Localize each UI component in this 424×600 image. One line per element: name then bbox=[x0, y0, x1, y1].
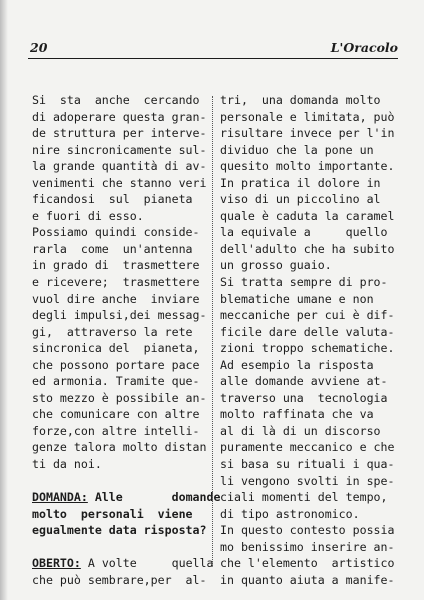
question-speaker: DOMANDA: bbox=[32, 490, 88, 505]
text-line: forze,con altre intelli- bbox=[32, 423, 200, 438]
magazine-title: L'Oracolo bbox=[330, 40, 398, 55]
left-column-text bbox=[32, 92, 208, 473]
text-line: la equivale a quello bbox=[220, 225, 388, 240]
text-line: ti da noi. bbox=[32, 457, 102, 472]
question-line-2: molto personali viene bbox=[32, 506, 193, 521]
text-line: ed armonia. Tramite que- bbox=[32, 374, 200, 389]
text-line: ficandosi sul pianeta bbox=[32, 192, 193, 207]
right-column-text bbox=[220, 92, 396, 588]
text-line: in quanto aiuta a manife- bbox=[220, 572, 395, 587]
text-line: quesito molto importante. bbox=[220, 159, 395, 174]
text-line: genze talora molto distan bbox=[32, 440, 207, 455]
text-line: ficile dare delle valuta- bbox=[220, 324, 395, 339]
question-line-3: egualmente data risposta? bbox=[32, 523, 207, 538]
question-line-1 bbox=[32, 489, 221, 506]
text-line: gi, attraverso la rete bbox=[32, 324, 193, 339]
page-header bbox=[28, 38, 398, 59]
text-line: rarla come un'antenna bbox=[32, 241, 193, 256]
text-line: blematiche umane e non bbox=[220, 291, 374, 306]
text-line: in grado di trasmettere bbox=[32, 258, 200, 273]
text-line: venimenti che stanno veri bbox=[32, 175, 207, 190]
text-line: meccaniche per cui è dif- bbox=[220, 308, 395, 323]
answer-line-2: che può sembrare,per al- bbox=[32, 572, 207, 587]
text-line: de struttura per interve- bbox=[32, 126, 207, 141]
text-line: zioni troppo schematiche. bbox=[220, 341, 395, 356]
text-line: Si tratta sempre di pro- bbox=[220, 275, 388, 290]
text-line: mo benissimo inserire an- bbox=[220, 539, 395, 554]
text-line: si basa su rituali i qua- bbox=[220, 457, 395, 472]
answer-speaker: OBERTO: bbox=[32, 556, 81, 571]
text-line: Possiamo quindi conside- bbox=[32, 225, 200, 240]
text-line: In questo contesto possia bbox=[220, 523, 395, 538]
text-line: e fuori di esso. bbox=[32, 208, 144, 223]
column-divider bbox=[212, 96, 213, 566]
text-line: nire sincronicamente sul- bbox=[32, 142, 207, 157]
text-line: sto mezzo è possibile an- bbox=[32, 390, 207, 405]
text-line: dividuo che la pone un bbox=[220, 142, 374, 157]
left-column bbox=[32, 92, 221, 588]
page-edge bbox=[0, 0, 8, 600]
text-line: di adoperare questa gran- bbox=[32, 109, 207, 124]
text-line: ciali momenti del tempo, bbox=[220, 490, 388, 505]
text-line: li vengono svolti in spe- bbox=[220, 473, 395, 488]
text-line: quale è caduta la caramel bbox=[220, 208, 395, 223]
text-line: e ricevere; trasmettere bbox=[32, 275, 200, 290]
text-line: che comunicare con altre bbox=[32, 407, 200, 422]
question-text-1: Alle domande bbox=[87, 490, 221, 505]
text-line: che possono portare pace bbox=[32, 357, 200, 372]
text-line: dell'adulto che ha subito bbox=[220, 241, 395, 256]
text-line: un grosso guaio. bbox=[220, 258, 332, 273]
text-line: alle domande avviene at- bbox=[220, 374, 388, 389]
text-line: tri, una domanda molto bbox=[220, 93, 381, 107]
text-line: di tipo astronomico. bbox=[220, 506, 360, 521]
text-line: che l'elemento artistico bbox=[220, 556, 395, 571]
spacer bbox=[32, 539, 208, 556]
answer-line-1 bbox=[32, 555, 214, 572]
page-number: 20 bbox=[30, 40, 48, 55]
text-line: sincronica del pianeta, bbox=[32, 341, 200, 356]
text-line: personale e limitata, può bbox=[220, 109, 395, 124]
text-line: viso di un piccolino al bbox=[220, 192, 381, 207]
text-line: al di là di un discorso bbox=[220, 423, 381, 438]
text-line: molto raffinata che va bbox=[220, 407, 374, 422]
answer-text-1: A volte quella bbox=[80, 556, 214, 571]
text-line: la grande quantità di av- bbox=[32, 159, 207, 174]
text-line: traverso una tecnologia bbox=[220, 390, 388, 405]
right-column bbox=[220, 92, 396, 588]
text-line: puramente meccanico e che bbox=[220, 440, 395, 455]
text-line: degli impulsi,dei messag- bbox=[32, 308, 207, 323]
text-line: Si sta anche cercando bbox=[32, 93, 200, 107]
spacer bbox=[32, 473, 208, 490]
text-line: vuol dire anche inviare bbox=[32, 291, 200, 306]
text-line: In pratica il dolore in bbox=[220, 175, 381, 190]
text-line: Ad esempio la risposta bbox=[220, 357, 374, 372]
text-line: risultare invece per l'in bbox=[220, 126, 395, 141]
